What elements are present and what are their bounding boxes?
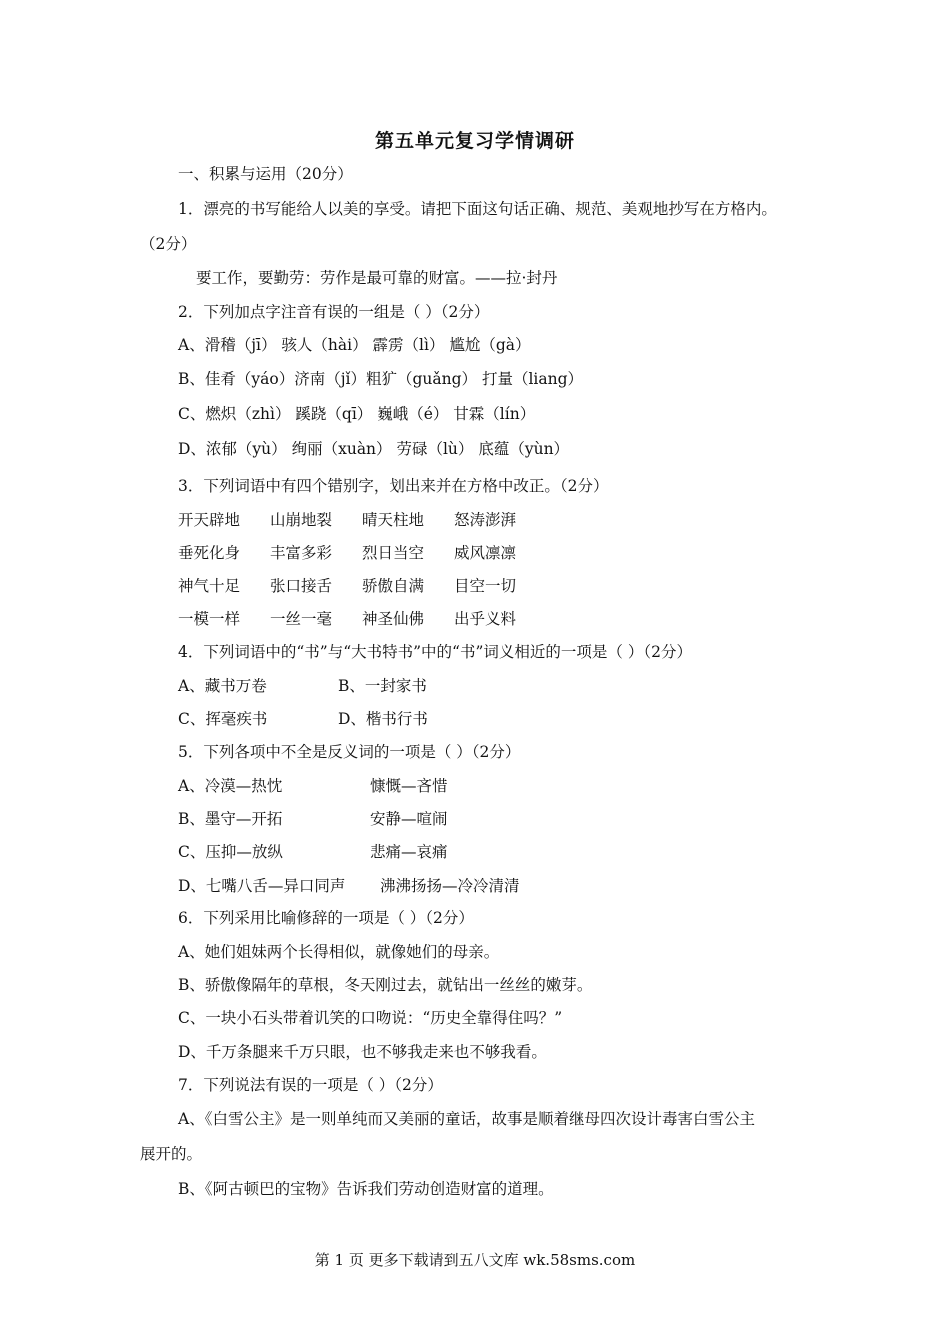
q3-row bbox=[178, 508, 546, 530]
q3-word: 张口接舌 bbox=[270, 577, 333, 595]
q2-option-c: C、燃炽（zhì） 蹊跷（qī） 巍峨（é） 甘霖（lín） bbox=[178, 405, 536, 423]
q7-stem: 7．下列说法有误的一项是（ ）（2分） bbox=[178, 1076, 443, 1094]
q5-option-row bbox=[178, 774, 448, 796]
q6-option-a: A、她们姐妹两个长得相似，就像她们的母亲。 bbox=[178, 943, 500, 961]
section-heading: 一、积累与运用（20分） bbox=[178, 165, 353, 183]
q7-option-b: B、《阿古顿巴的宝物》告诉我们劳动创造财富的道理。 bbox=[178, 1180, 554, 1198]
q5-stem: 5．下列各项中不全是反义词的一项是（ ）（2分） bbox=[178, 743, 521, 761]
q4-stem: 4．下列词语中的“书”与“大书特书”中的“书”词义相近的一项是（ ）（2分） bbox=[178, 643, 692, 661]
q3-word: 怒涛澎湃 bbox=[454, 511, 517, 529]
q2-stem: 2．下列加点字注音有误的一组是（ ）（2分） bbox=[178, 303, 490, 321]
page-footer: 第 1 页 更多下载请到五八文库 wk.58sms.com bbox=[314, 1251, 636, 1269]
q6-stem: 6．下列采用比喻修辞的一项是（ ）（2分） bbox=[178, 909, 474, 927]
q1-stem: 1．漂亮的书写能给人以美的享受。请把下面这句话正确、规范、美观地抄写在方格内。 bbox=[178, 200, 777, 218]
q5-option-d-right: 沸沸扬扬—冷冷清清 bbox=[380, 877, 520, 895]
q3-word: 山崩地裂 bbox=[270, 511, 333, 529]
q3-row bbox=[178, 607, 546, 629]
q3-word: 目空一切 bbox=[454, 577, 517, 595]
q5-option-b-right: 安静—喧闹 bbox=[370, 810, 448, 828]
q2-option-b: B、佳肴（yáo）济南（jǐ）粗犷（guǎng） 打量（liang） bbox=[178, 370, 584, 388]
q3-word: 开天辟地 bbox=[178, 511, 241, 529]
q7-option-a: A、《白雪公主》是一则单纯而又美丽的童话，故事是顺着继母四次设计毒害白雪公主 bbox=[178, 1110, 755, 1128]
q4-option-c: C、挥毫疾书 bbox=[178, 710, 268, 728]
q6-option-b: B、骄傲像隔年的草根，冬天刚过去，就钻出一丝丝的嫩芽。 bbox=[178, 976, 593, 994]
q1-score: （2分） bbox=[140, 235, 197, 253]
q5-option-a-left: A、冷漠—热忱 bbox=[178, 777, 283, 795]
q4-option-b: B、一封家书 bbox=[338, 677, 427, 695]
q3-word: 一丝一毫 bbox=[270, 610, 333, 628]
q3-word: 神圣仙佛 bbox=[362, 610, 425, 628]
q4-options-row bbox=[178, 674, 427, 696]
q3-word: 垂死化身 bbox=[178, 544, 241, 562]
q2-option-d: D、浓郁（yù） 绚丽（xuàn） 劳碌（lù） 底蕴（yùn） bbox=[178, 440, 570, 458]
q5-option-row bbox=[178, 807, 448, 829]
q6-option-d: D、千万条腿来千万只眼，也不够我走来也不够我看。 bbox=[178, 1043, 547, 1061]
q5-option-d-left: D、七嘴八舌—异口同声 bbox=[178, 877, 346, 895]
q3-word: 出乎义料 bbox=[454, 610, 517, 628]
q4-option-d: D、楷书行书 bbox=[338, 710, 428, 728]
q5-option-c-left: C、压抑—放纵 bbox=[178, 843, 283, 861]
q2-option-a: A、滑稽（jī） 骇人（hài） 霹雳（lì） 尴尬（gà） bbox=[178, 336, 531, 354]
q3-stem: 3．下列词语中有四个错别字，划出来并在方格中改正。（2分） bbox=[178, 477, 609, 495]
q5-option-c-right: 悲痛—哀痛 bbox=[370, 843, 448, 861]
q5-option-a-right: 慷慨—吝惜 bbox=[370, 777, 448, 795]
q6-option-c: C、一块小石头带着讥笑的口吻说：“历史全靠得住吗？” bbox=[178, 1009, 563, 1027]
q3-word: 晴天柱地 bbox=[362, 511, 425, 529]
q3-word: 一模一样 bbox=[178, 610, 241, 628]
q3-word: 骄傲自满 bbox=[362, 577, 425, 595]
q3-word: 丰富多彩 bbox=[270, 544, 333, 562]
q3-word: 烈日当空 bbox=[362, 544, 425, 562]
q5-option-row bbox=[178, 840, 448, 862]
q3-row bbox=[178, 574, 546, 596]
q1-quote: 要工作，要勤劳：劳作是最可靠的财富。——拉·封丹 bbox=[196, 269, 558, 287]
q7-option-a-cont: 展开的。 bbox=[140, 1145, 203, 1163]
q4-option-a: A、藏书万卷 bbox=[178, 677, 267, 695]
q3-word: 神气十足 bbox=[178, 577, 241, 595]
q3-word: 威风凛凛 bbox=[454, 544, 517, 562]
q4-options-row bbox=[178, 707, 428, 729]
q5-option-b-left: B、墨守—开拓 bbox=[178, 810, 283, 828]
q3-row bbox=[178, 541, 546, 563]
page-title: 第五单元复习学情调研 bbox=[374, 130, 575, 152]
q5-option-row bbox=[178, 874, 520, 896]
